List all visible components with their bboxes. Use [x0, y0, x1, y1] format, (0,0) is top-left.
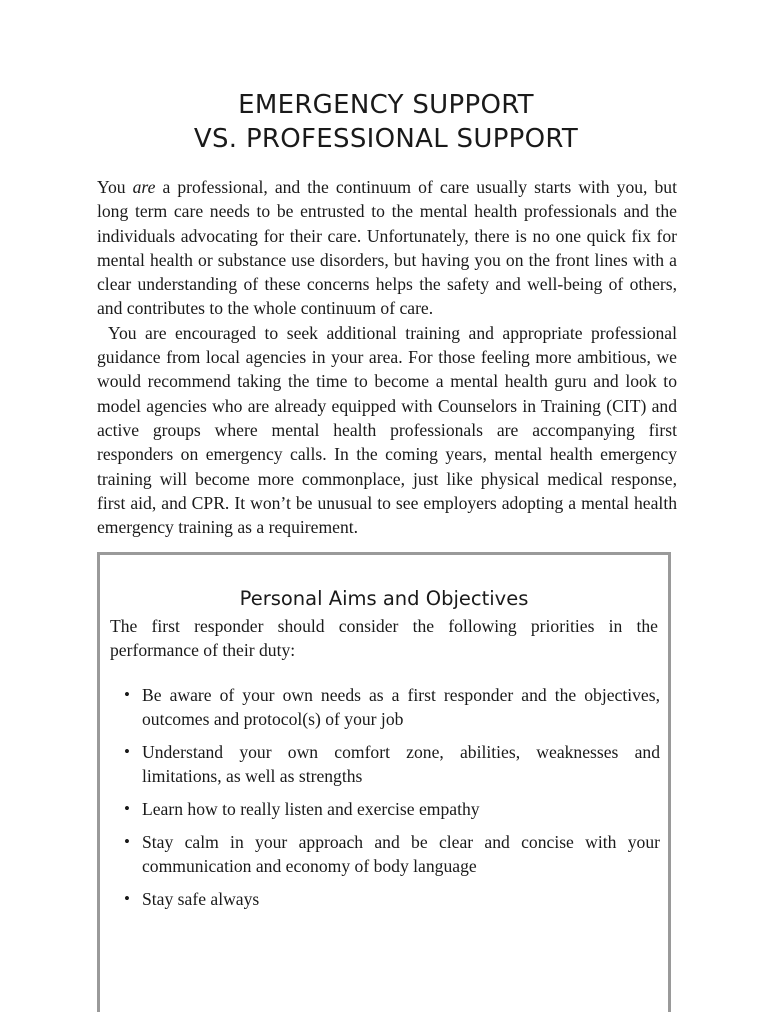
page-title-line-2: VS. PROFESSIONAL SUPPORT	[193, 124, 579, 154]
list-item	[124, 797, 660, 821]
list-item	[124, 830, 660, 879]
paragraph-2: You are encouraged to seek additional training and appropriate professional guidance from local agencies in your area. For those feeling more ambitious, we would recommend taking the time to become a mental health guru and look to model agencies who are already equipped with Counselors in Training (CIT) and active groups where mental health professionals are accompanying first responders on emergency calls. In the coming years, mental health emergency training will become more commonplace, just like physical medical response, first aid, and CPR. It won’t be unusual to see employers adopting a mental health emergency training as a requirement.	[97, 322, 677, 538]
callout-title: Personal Aims and Objectives	[239, 587, 529, 610]
paragraph-1-rest: a professional, and the continuum of care usually starts with you, but long term care needs to be entrusted to the mental health professionals and the individuals advocating for their care. Unfortunately, there is no one quick fix for mental health or substance use disorders, but having you on the front lines with a clear understanding of these concerns helps the safety and well-being of others, and contributes to the whole continuum of care.	[97, 177, 677, 319]
list-item-text: Stay safe always	[142, 889, 260, 910]
objectives-list	[100, 683, 668, 920]
callout-box	[97, 552, 671, 1012]
paragraph-1	[97, 175, 677, 321]
list-item-text: Learn how to really listen and exercise empathy	[142, 799, 480, 820]
paragraph-1-emphasis: are	[132, 177, 156, 197]
bullet-icon: •	[124, 831, 130, 851]
list-item	[124, 740, 660, 789]
list-item-text: Understand your own comfort zone, abilities, weaknesses and limitations, as well as strengths	[142, 742, 660, 787]
page-title	[0, 88, 772, 156]
bullet-icon: •	[124, 742, 130, 762]
list-item-text: Be aware of your own needs as a first responder and the objectives, outcomes and protocol(s) of your job	[142, 685, 660, 730]
callout-intro: The first responder should consider the following priorities in the performance of their duty:	[110, 616, 658, 661]
list-item-text: Stay calm in your approach and be clear and concise with your communication and economy of body language	[142, 831, 660, 877]
bullet-icon: •	[124, 685, 130, 704]
bullet-icon: •	[124, 799, 130, 819]
list-item	[124, 683, 660, 732]
paragraph-1-start: You	[97, 177, 133, 197]
list-item	[124, 887, 660, 911]
body-text	[97, 175, 677, 539]
page-title-line-1: EMERGENCY SUPPORT	[238, 90, 534, 120]
bullet-icon: •	[124, 889, 130, 909]
